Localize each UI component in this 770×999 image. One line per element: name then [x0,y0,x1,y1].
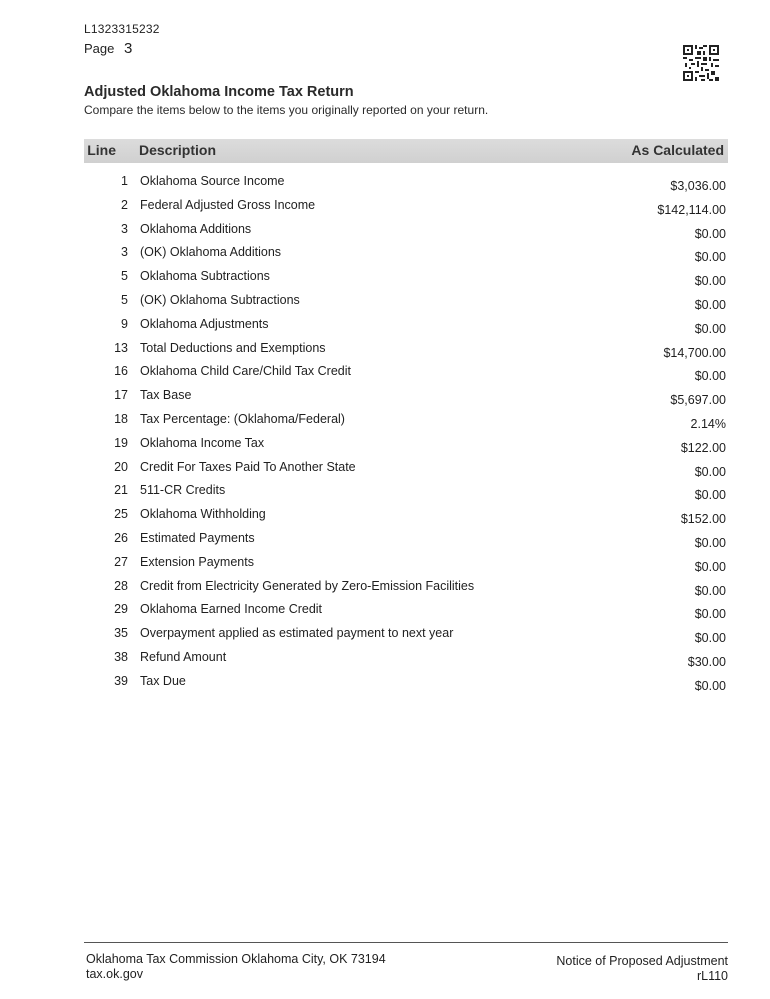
page-title: Adjusted Oklahoma Income Tax Return [84,84,354,100]
row-amount: $0.00 [694,535,726,550]
table-row [84,336,728,360]
table-row [84,264,728,288]
row-description: Oklahoma Withholding [140,507,266,522]
footer-left [86,952,386,982]
row-line: 19 [114,435,128,450]
row-amount: 2.14% [690,416,726,431]
table-row [84,383,728,407]
row-description: Oklahoma Child Care/Child Tax Credit [140,364,351,379]
row-amount: $3,036.00 [670,179,726,193]
table-header [84,139,728,163]
form-code: rL110 [696,969,728,983]
row-line: 18 [114,411,128,426]
footer-rule [84,942,728,943]
notice-title: Notice of Proposed Adjustment [556,954,728,968]
table-row [84,288,728,312]
row-description: Tax Percentage: (Oklahoma/Federal) [140,411,345,426]
row-description: Federal Adjusted Gross Income [140,197,316,212]
page-subtitle: Compare the items below to the items you originally reported on your return. [84,103,489,117]
row-amount: $142,114.00 [657,202,726,217]
footer-right [556,954,728,984]
row-description: Estimated Payments [140,530,255,545]
row-line: 1 [121,174,128,188]
agency-address: Oklahoma Tax Commission Oklahoma City, OK 73194 [86,952,386,966]
row-line: 20 [114,459,128,474]
row-description: Total Deductions and Exemptions [140,340,326,355]
row-description: Oklahoma Income Tax [140,435,265,450]
page-indicator [84,40,132,57]
row-amount: $152.00 [680,512,726,527]
table-row [84,407,728,431]
row-amount: $0.00 [694,488,726,503]
table-row [84,669,728,693]
table-row [84,574,728,598]
row-line: 5 [121,292,128,307]
row-description: (OK) Oklahoma Additions [140,245,282,260]
row-amount: $0.00 [694,607,726,622]
page-number: 3 [124,40,133,57]
row-description: Tax Due [140,673,186,688]
row-line: 17 [114,388,128,403]
row-description: 511-CR Credits [140,483,226,498]
row-amount: $0.00 [694,226,726,241]
table-row [84,169,728,193]
row-description: Oklahoma Additions [140,221,252,236]
table-row [84,217,728,241]
column-header-line: Line [87,142,116,158]
row-line: 29 [114,602,128,617]
row-description: Oklahoma Source Income [140,174,285,188]
row-amount: $30.00 [687,654,726,669]
row-line: 3 [121,245,128,260]
table-row [84,621,728,645]
row-amount: $0.00 [694,631,726,646]
row-description: Oklahoma Earned Income Credit [140,602,323,617]
row-amount: $0.00 [694,464,726,479]
table-row [84,455,728,479]
table-row [84,431,728,455]
row-amount: $0.00 [694,297,726,312]
row-line: 9 [121,316,128,331]
row-line: 3 [121,221,128,236]
row-description: (OK) Oklahoma Subtractions [140,292,300,307]
column-header-description: Description [139,142,217,158]
row-amount: $0.00 [694,583,726,598]
row-description: Oklahoma Subtractions [140,269,270,284]
table-row [84,478,728,502]
row-description: Refund Amount [140,649,227,664]
document-id: L1323315232 [84,22,160,36]
row-line: 25 [114,507,128,522]
row-description: Overpayment applied as estimated payment to next year [140,626,454,641]
qr-code-icon [683,45,719,81]
row-line: 27 [114,554,128,569]
row-amount: $0.00 [694,321,726,336]
table-body [84,169,728,693]
row-description: Tax Base [140,388,192,403]
row-line: 5 [121,269,128,284]
table-row [84,312,728,336]
table-row [84,526,728,550]
row-description: Oklahoma Adjustments [140,316,269,331]
row-description: Credit from Electricity Generated by Zero-Emission Facilities [140,578,475,593]
row-line: 35 [114,626,128,641]
agency-website: tax.ok.gov [86,967,143,981]
row-line: 16 [114,364,128,379]
row-line: 38 [114,649,128,664]
table-row [84,240,728,264]
row-amount: $0.00 [694,678,726,693]
column-header-as-calculated: As Calculated [631,142,724,158]
row-line: 28 [114,578,128,593]
row-line: 2 [121,197,128,212]
row-line: 13 [114,340,128,355]
row-amount: $0.00 [694,274,726,289]
table-row [84,193,728,217]
row-amount: $0.00 [694,369,726,384]
row-amount: $0.00 [694,559,726,574]
table-row [84,645,728,669]
row-line: 21 [114,483,128,498]
row-description: Extension Payments [140,554,254,569]
row-amount: $14,700.00 [663,345,726,360]
table-row [84,359,728,383]
row-line: 26 [114,530,128,545]
row-line: 39 [114,673,128,688]
row-amount: $5,697.00 [670,393,726,408]
table-row [84,502,728,526]
table-row [84,550,728,574]
row-amount: $0.00 [694,250,726,265]
page-label: Page [84,41,115,56]
table-row [84,597,728,621]
row-amount: $122.00 [680,440,726,455]
row-description: Credit For Taxes Paid To Another State [140,459,356,474]
